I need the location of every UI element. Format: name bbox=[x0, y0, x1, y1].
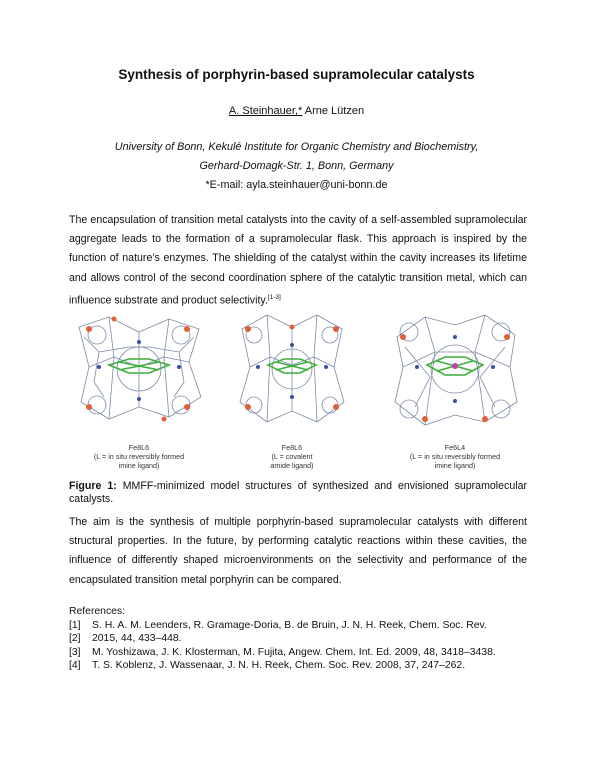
panel-ligand-type-1: imine ligand) bbox=[118, 461, 160, 470]
panel-caption-2 bbox=[232, 443, 352, 470]
panel-ligand-2: (L = covalent bbox=[271, 452, 313, 461]
panel-formula-3: Fe6L4 bbox=[444, 443, 466, 452]
figure-caption-text: MMFF-minimized model structures of synthesized and envisioned supramolecular catalysts. bbox=[69, 480, 528, 505]
intro-paragraph bbox=[69, 211, 527, 311]
panel-ligand-type-3: imine ligand) bbox=[434, 461, 476, 470]
reference-text: 2015, 44, 433–448. bbox=[92, 633, 182, 644]
reference-item bbox=[69, 619, 539, 633]
panel-ligand-1: (L = in situ reversibly formed bbox=[93, 452, 185, 461]
reference-item bbox=[69, 659, 539, 673]
panel-caption-3 bbox=[390, 443, 520, 470]
aim-paragraph: The aim is the synthesis of multiple porphyrin-based supramolecular catalysts with different structural properties. In the future, by performing catalytic reactions within these cavities, the influence of differently shaped microenvironments on the selectivity and performance of the encapsulated transition metal porphyrin can be compared. bbox=[69, 516, 527, 586]
molecule-image-2 bbox=[232, 307, 352, 432]
reference-item bbox=[69, 646, 539, 660]
affiliation-block bbox=[0, 138, 593, 195]
panel-ligand-type-2: amide ligand) bbox=[270, 461, 314, 470]
reference-text: T. S. Koblenz, J. Wassenaar, J. N. H. Reek, Chem. Soc. Rev. 2008, 37, 247–262. bbox=[92, 660, 466, 671]
references bbox=[69, 605, 539, 673]
affiliation-line-1: University of Bonn, Kekulé Institute for Organic Chemistry and Biochemistry, bbox=[114, 141, 479, 153]
presenting-author: A. Steinhauer,* bbox=[228, 105, 303, 117]
figure-caption bbox=[69, 480, 527, 506]
figure-1 bbox=[69, 307, 527, 470]
author-email: *E-mail: ayla.steinhauer@uni-bonn.de bbox=[205, 179, 388, 191]
molecule-image-3 bbox=[385, 307, 525, 432]
molecule-image-1 bbox=[69, 307, 209, 432]
citation-marker: [1-3] bbox=[267, 293, 281, 301]
affiliation-line-2: Gerhard-Domagk-Str. 1, Bonn, Germany bbox=[199, 160, 394, 172]
paper-title: Synthesis of porphyrin-based supramolecular catalysts bbox=[118, 67, 475, 82]
reference-number: [1] bbox=[69, 619, 81, 631]
panel-formula-1: Fe8L6 bbox=[128, 443, 150, 452]
reference-number: [3] bbox=[69, 646, 81, 658]
references-heading: References: bbox=[69, 606, 126, 617]
intro-text: The encapsulation of transition metal catalysts into the cavity of a self-assembled supramolecular aggregate leads to the formation of a supramolecular flask. This approach is inspired by the function of nature’s enzymes. The shielding of the catalyst within the cavity increases its lifetime and allows control of the second coordination sphere of the catalytic transition metal, which can influence substrate and product selectivity. bbox=[69, 214, 527, 307]
co-author: Arne Lützen bbox=[302, 105, 365, 117]
reference-item bbox=[69, 632, 539, 646]
author-line bbox=[0, 105, 593, 117]
reference-text: M. Yoshizawa, J. K. Klosterman, M. Fujita, Angew. Chem. Int. Ed. 2009, 48, 3418–3438. bbox=[92, 646, 496, 658]
reference-number: [2] bbox=[69, 633, 81, 644]
panel-caption-1 bbox=[74, 443, 204, 470]
panel-formula-2: Fe8L6 bbox=[281, 443, 303, 452]
panel-ligand-3: (L = in situ reversibly formed bbox=[409, 452, 501, 461]
reference-text: S. H. A. M. Leenders, R. Gramage-Doria, B. de Bruin, J. N. H. Reek, Chem. Soc. Rev. bbox=[92, 619, 487, 631]
figure-label: Figure 1: bbox=[69, 480, 117, 492]
reference-number: [4] bbox=[69, 660, 81, 671]
